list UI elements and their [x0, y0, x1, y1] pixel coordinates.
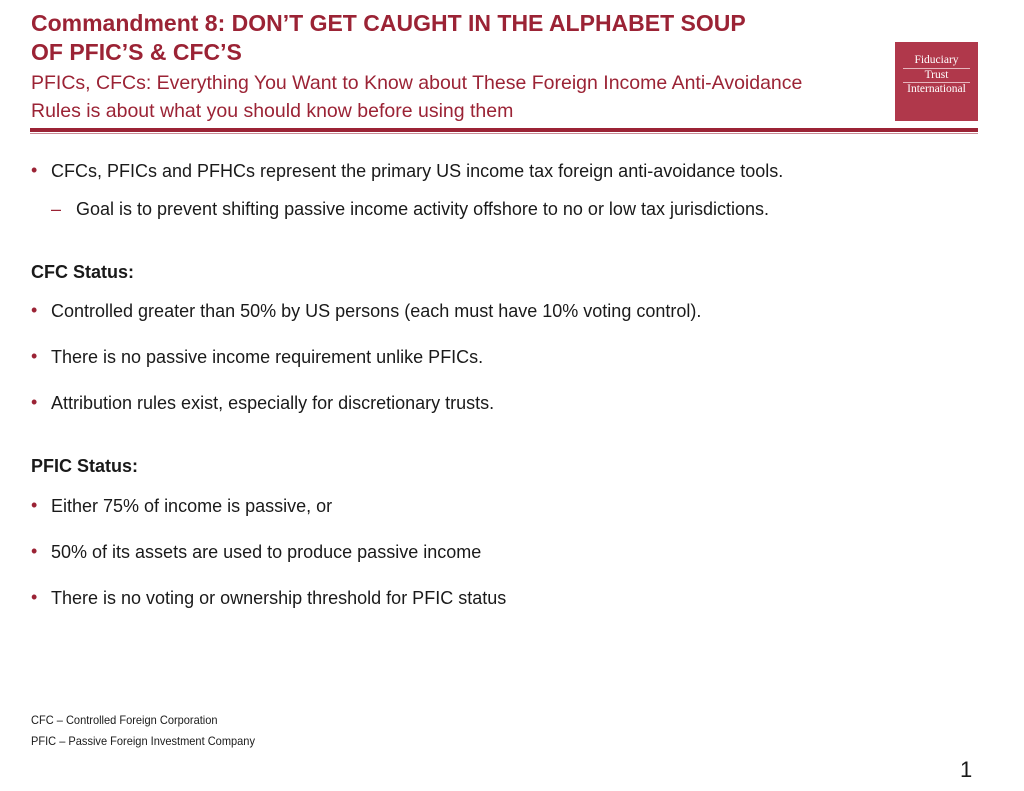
- header-rule-thin: [30, 133, 978, 134]
- cfc-heading: CFC Status:: [31, 262, 134, 282]
- title-line-2: OF PFIC’S & CFC’S: [31, 39, 242, 65]
- title-line-1: Commandment 8: DON’T GET CAUGHT IN THE ALPHABET SOUP: [31, 10, 746, 36]
- slide-title: [31, 9, 881, 67]
- logo-line-3: International: [907, 83, 966, 95]
- list-item-text: Attribution rules exist, especially for discretionary trusts.: [51, 393, 495, 413]
- intro-bullet-text: CFCs, PFICs and PFHCs represent the primary US income tax foreign anti-avoidance tools.: [51, 161, 784, 181]
- list-item-text: There is no passive income requirement unlike PFICs.: [51, 347, 484, 367]
- bullet-icon: •: [31, 346, 38, 366]
- fiduciary-trust-logo: [895, 42, 978, 121]
- page-number: 1: [960, 757, 973, 782]
- header-rule: [30, 128, 978, 132]
- slide-subtitle: [31, 69, 871, 125]
- bullet-icon: •: [31, 541, 38, 561]
- list-item-text: Controlled greater than 50% by US persons (each must have 10% voting control).: [51, 301, 702, 321]
- list-item-text: Either 75% of income is passive, or: [51, 496, 333, 516]
- subtitle-line-2: Rules is about what you should know before using them: [31, 100, 514, 122]
- list-item-text: There is no voting or ownership threshold for PFIC status: [51, 588, 507, 608]
- bullet-icon: •: [31, 160, 38, 180]
- logo-line-2: Trust: [924, 68, 949, 81]
- list-item-text: 50% of its assets are used to produce passive income: [51, 542, 482, 562]
- logo-line-1: Fiduciary: [914, 54, 959, 66]
- bullet-icon: •: [31, 587, 38, 607]
- footnote-pfic: PFIC – Passive Foreign Investment Company: [31, 734, 255, 748]
- intro-sub-bullet-text: Goal is to prevent shifting passive income activity offshore to no or low tax jurisdictions.: [76, 199, 769, 219]
- dash-icon: –: [51, 199, 62, 219]
- footnote-cfc: CFC – Controlled Foreign Corporation: [31, 713, 218, 727]
- bullet-icon: •: [31, 392, 38, 412]
- bullet-icon: •: [31, 495, 38, 515]
- bullet-icon: •: [31, 300, 38, 320]
- subtitle-line-1: PFICs, CFCs: Everything You Want to Know about These Foreign Income Anti-Avoidance: [31, 72, 803, 94]
- pfic-heading: PFIC Status:: [31, 456, 139, 476]
